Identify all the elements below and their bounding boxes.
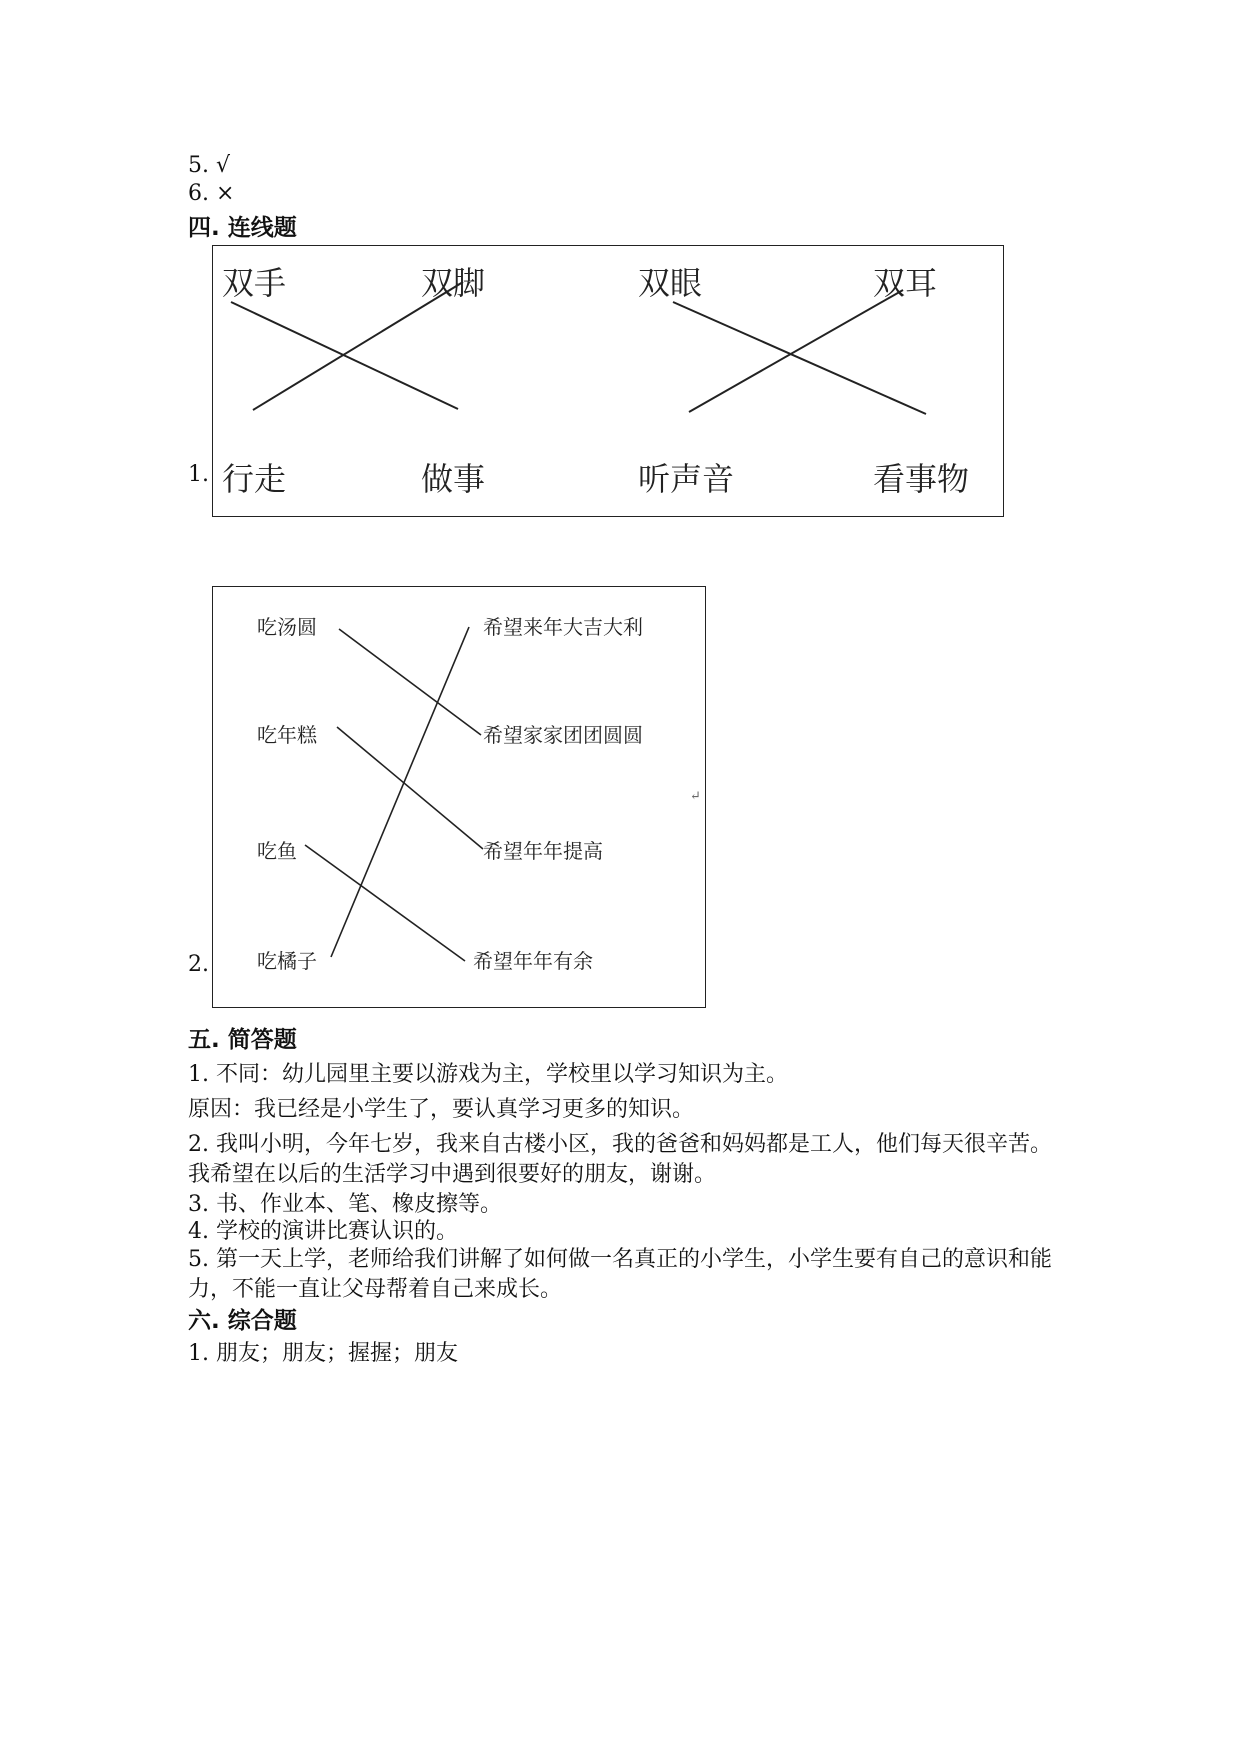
short-answer-2: 2. 我叫小明，今年七岁，我来自古楼小区，我的爸爸和妈妈都是工人，他们每天很辛苦。我希望在以后的生活学习中遇到很要好的朋友，谢谢。 bbox=[188, 1132, 1052, 1187]
short-answer-3: 3. 书、作业本、笔、橡皮擦等。 bbox=[188, 1192, 502, 1217]
question-number-2: 2. bbox=[188, 952, 209, 977]
comprehensive-answer-1: 1. 朋友；朋友；握握；朋友 bbox=[188, 1341, 458, 1366]
short-answer-5: 5. 第一天上学，老师给我们讲解了如何做一名真正的小学生，小学生要有自己的意识和能力，不能一直让父母帮着自己来成长。 bbox=[188, 1247, 1052, 1302]
matching-figure-1 bbox=[212, 245, 1004, 517]
answer-item-5: 5. √ bbox=[188, 153, 231, 178]
match-line-tangyuan bbox=[339, 629, 481, 735]
short-answer-4: 4. 学校的演讲比赛认识的。 bbox=[188, 1219, 458, 1244]
match-right-surplus: 希望年年有余 bbox=[473, 949, 593, 973]
match-line-orange bbox=[331, 627, 469, 957]
match-bottom-see: 看事物 bbox=[873, 460, 970, 498]
section-heading-matching: 四. 连线题 bbox=[188, 215, 297, 241]
short-answer-1-reason: 原因：我已经是小学生了，要认真学习更多的知识。 bbox=[188, 1097, 695, 1122]
match-left-orange: 吃橘子 bbox=[257, 949, 317, 973]
match-top-ears: 双耳 bbox=[873, 264, 938, 302]
match-line-hands-work bbox=[231, 302, 458, 409]
match-top-hands: 双手 bbox=[222, 264, 287, 302]
answer-item-6: 6. × bbox=[188, 181, 235, 206]
match-line-ears-hear bbox=[689, 290, 903, 412]
match-line-niangao bbox=[337, 727, 483, 849]
match-right-reunion: 希望家家团团圆圆 bbox=[483, 723, 643, 747]
section-heading-short-answer: 五. 简答题 bbox=[188, 1027, 297, 1053]
match-line-eyes-see bbox=[673, 302, 926, 414]
section-heading-comprehensive: 六. 综合题 bbox=[188, 1308, 297, 1334]
question-number-1: 1. bbox=[188, 462, 209, 487]
match-bottom-walk: 行走 bbox=[222, 460, 287, 498]
match-left-fish: 吃鱼 bbox=[257, 839, 297, 863]
matching-lines-2 bbox=[213, 587, 705, 1007]
match-top-feet: 双脚 bbox=[421, 264, 486, 302]
match-bottom-work: 做事 bbox=[421, 460, 486, 498]
match-left-tangyuan: 吃汤圆 bbox=[257, 615, 317, 639]
match-right-improve: 希望年年提高 bbox=[483, 839, 603, 863]
short-answer-1: 1. 不同：幼儿园里主要以游戏为主，学校里以学习知识为主。 bbox=[188, 1062, 788, 1087]
match-line-fish bbox=[305, 845, 465, 961]
match-left-niangao: 吃年糕 bbox=[257, 723, 317, 747]
match-top-eyes: 双眼 bbox=[638, 264, 703, 302]
return-mark-icon: ↵ bbox=[690, 789, 701, 804]
match-bottom-hear: 听声音 bbox=[638, 460, 735, 498]
match-right-luck: 希望来年大吉大利 bbox=[483, 615, 643, 639]
matching-figure-2 bbox=[212, 586, 706, 1008]
